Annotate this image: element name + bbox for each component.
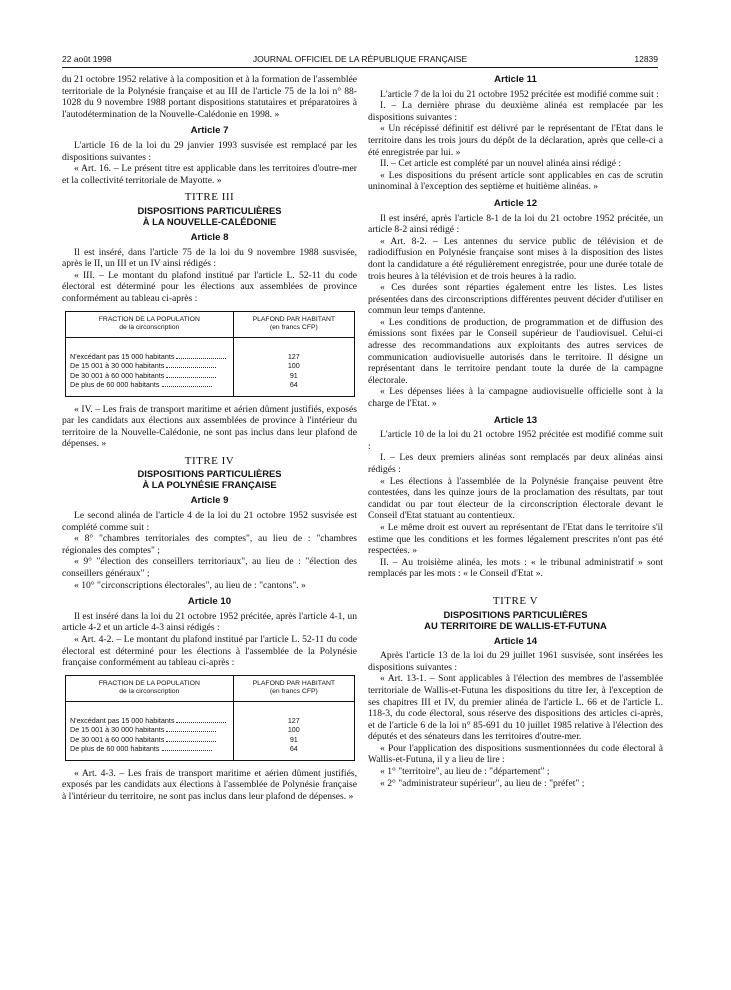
table-header-plafond (233, 311, 354, 337)
paragraph: « 9° "élection des conseillers territoriaux", au lieu de : "élection des conseillers généraux" ; (62, 556, 357, 580)
row-value: 64 (233, 744, 354, 760)
article-9-heading: Article 9 (190, 495, 229, 507)
page-header (62, 54, 658, 68)
article-14-heading: Article 14 (493, 635, 538, 647)
paragraph: L'article 16 de la loi du 29 janvier 1993 susvisée est remplacé par les dispositions suivantes : (62, 139, 357, 163)
paragraph: Il est inséré, après l'article 8-1 de la loi du 21 octobre 1952 précitée, un article 8-2 ainsi rédigé : (368, 212, 663, 236)
row-label: De 30 001 à 60 000 habitants (70, 370, 165, 380)
row-value: 64 (233, 380, 354, 396)
paragraph: « 2° "administrateur supérieur", au lieu de : "préfet" ; (380, 777, 585, 789)
row-label: De plus de 60 000 habitants (70, 744, 160, 754)
titre-3-subtitle (62, 205, 357, 227)
row-label: N'excédant pas 15 000 habitants (70, 351, 175, 361)
paragraph: « Art. 8-2. – Les antennes du service public de télévision et de radiodiffusion en Polynésie française sont mises à la disposition des listes dont la candidature a été régulièrement enregistrée, pour une durée totale de trois heures à la télévision et de trois heures à la radio. (368, 235, 663, 282)
row-value: 127 (233, 337, 354, 361)
row-label: N'excédant pas 15 000 habitants (70, 715, 175, 725)
header-subline: de la circonscription (119, 323, 180, 331)
row-label: De 15 001 à 30 000 habitants (70, 361, 165, 370)
header-date: 22 août 1998 (62, 54, 112, 64)
subtitle-line: AU TERRITOIRE DE WALLIS-ET-FUTUNA (424, 619, 607, 631)
paragraph: « Art. 16. – Le présent titre est applicable dans les territoires d'outre-mer et la collectivité territoriale de Mayotte. » (62, 163, 357, 186)
paragraph: « Les dispositions du présent article sont applicables en cas de scrutin uninominal à l'exception des septième et huitième alinéas. » (368, 169, 663, 193)
article-7-heading: Article 7 (190, 125, 229, 137)
paragraph: « Art. 4-2. – Le montant du plafond institué par l'article L. 52-11 du code électoral est déterminé pour les élections à l'assemblée de la Polynésie française conformément au tableau ci-après : (62, 634, 357, 669)
paragraph: « 8° "chambres territoriales des comptes", au lieu de : "chambres régionales des comptes" ; (62, 533, 357, 556)
titre-4-heading: TITRE IV (184, 454, 235, 467)
paragraph: « Art. 13-1. – Sont applicables à l'élection des membres de l'assemblée territoriale de Wallis-et-Futuna les dispositions du titre Ier, à l'exception de ses chapitres III et IV, du premier alinéa de l'article L. 66 et de l'article L. 118-3, du code électoral, sous réserve des dispositions des articles ci-après, et de l'article 6 de la loi n° 85-691 du 10 juillet 1985 relative à l'élection des députés et des sénateurs dans les territoires d'outre-mer. (368, 673, 663, 743)
table-row (66, 725, 355, 735)
paragraph: Le second alinéa de l'article 4 de la loi du 21 octobre 1952 susvisée est complété comme suit : (62, 510, 357, 533)
header-line: FRACTION DE LA POPULATION (98, 315, 200, 323)
paragraph: L'article 7 de la loi du 21 octobre 1952 précitée est modifié comme suit : (380, 88, 659, 100)
paragraph: II. – Cet article est complété par un nouvel alinéa ainsi rédigé : (380, 158, 622, 170)
paragraph: « 1° "territoire", au lieu de : "département" ; (380, 766, 550, 778)
header-line: PLAFOND PAR HABITANT (252, 679, 336, 687)
article-11-heading: Article 11 (494, 74, 537, 85)
titre-5-subtitle (368, 609, 663, 631)
subtitle-line: À LA POLYNÉSIE FRANÇAISE (142, 479, 277, 491)
paragraph: « IV. – Les frais de transport maritime et aérien dûment justifiés, exposés par les candidats aux élections aux assemblées de province à l'intérieur du territoire de la Nouvelle-Calédonie, ne sont pas inclus dans leur plafond de dépenses. » (62, 403, 357, 450)
paragraph: « Le même droit est ouvert au représentant de l'Etat dans le territoire s'il estime que les conditions et les formes légalement prescrites n'ont pas été respectées. » (368, 521, 663, 557)
table-row (66, 701, 355, 725)
paragraph: I. – La dernière phrase du deuxième alinéa est remplacée par les dispositions suivantes : (368, 100, 663, 123)
paragraph: « Les dépenses liées à la campagne audiovisuelle officielle sont à la charge de l'Etat. » (368, 386, 663, 410)
paragraph: du 21 octobre 1952 relative à la composition et à la formation de l'assemblée territoriale de la Polynésie française et au III de l'article 75 de la loi n° 88-1028 du 9 novembre 1988 portant dispositions statutaires et préparatoires à l'autodétermination de la Nouvelle-Calédonie en 1998. » (62, 74, 357, 120)
header-rule (62, 67, 658, 68)
table-row (66, 371, 355, 381)
row-value: 91 (233, 735, 354, 745)
left-column (62, 74, 357, 803)
header-subline: de la circonscription (119, 687, 180, 695)
article-13-heading: Article 13 (493, 414, 538, 426)
paragraph: L'article 10 de la loi du 21 octobre 1952 précitée est modifié comme suit : (368, 429, 663, 452)
header-journal-title: JOURNAL OFFICIEL DE LA RÉPUBLIQUE FRANÇAISE (252, 54, 468, 64)
table-header-plafond (233, 675, 354, 701)
row-value: 91 (233, 371, 354, 381)
row-value: 127 (233, 701, 354, 725)
paragraph: Il est inséré dans la loi du 21 octobre 1952 précitée, après l'article 4-1, un article 4-2 et un article 4-3 ainsi rédigés : (62, 610, 357, 634)
paragraph: « Les élections à l'assemblée de la Polynésie française peuvent être contestées, dans les quinze jours de la proclamation des résultats, par tout candidat ou par tout électeur de la circonscription électorale devant le Conseil d'Etat statuant au contentieux. (368, 475, 663, 522)
table-row (66, 735, 355, 745)
paragraph: « III. – Le montant du plafond institué par l'article L. 52-11 du code électoral est déterminé pour les élections aux assemblées de province conformément au tableau ci-après : (62, 269, 357, 304)
subtitle-line: DISPOSITIONS PARTICULIÈRES (137, 204, 282, 216)
article-8-heading: Article 8 (190, 231, 229, 243)
paragraph: « Ces durées sont réparties également entre les listes. Les listes présentées dans des circonscriptions différentes peuvent décider d'utiliser en commun leur temps d'antenne. (368, 282, 663, 317)
table-row (66, 337, 355, 361)
row-label: De 15 001 à 30 000 habitants (70, 725, 165, 735)
table-header-population (66, 675, 234, 701)
titre-5-heading: TITRE V (492, 594, 539, 607)
row-label: De 30 001 à 60 000 habitants (70, 734, 165, 744)
paragraph: « Pour l'application des dispositions susmentionnées du code électoral à Wallis-et-Futuna, il y a lieu de lire : (368, 742, 663, 766)
article-12-heading: Article 12 (493, 197, 538, 209)
paragraph: « Art. 4-3. – Les frais de transport maritime et aérien dûment justifiés, exposés par les candidats aux élections à l'assemblée de Polynésie française à l'intérieur du territoire, ne sont pas inclus dans leur plafond de dépenses. » (62, 767, 357, 802)
paragraph: Il est inséré, dans l'article 75 de la loi du 9 novembre 1988 susvisée, après le II, un III et un IV ainsi rédigés : (62, 246, 357, 270)
header-subline: (en francs CFP) (269, 323, 318, 331)
header-subline: (en francs CFP) (269, 687, 318, 695)
subtitle-line: À LA NOUVELLE-CALÉDONIE (142, 215, 277, 227)
table-row (66, 361, 355, 371)
titre-4-subtitle (62, 468, 357, 490)
paragraph: « Un récépissé définitif est délivré par le représentant de l'Etat dans le territoire dans les trois jours du dépôt de la déclaration, après que celle-ci a été enregistrée par lui. » (368, 123, 663, 158)
paragraph: « Les conditions de production, de programmation et de diffusion des émissions sont fixées par le Conseil supérieur de l'audiovisuel. Celui-ci adresse des recommandations aux exploitants des autres services de communication audiovisuelle autorisés dans le territoire. Il désigne un représentant dans le territoire pendant toute la durée de la campagne électorale. (368, 316, 663, 386)
plafond-table-polynesie (65, 675, 355, 761)
right-column (368, 74, 663, 789)
header-page-number: 12839 (634, 54, 658, 64)
plafond-table-nouvelle-caledonie (65, 311, 355, 397)
header-line: PLAFOND PAR HABITANT (252, 315, 336, 323)
row-value: 100 (233, 725, 354, 735)
paragraph: II. – Au troisième alinéa, les mots : « le tribunal administratif » sont remplacés par les mots : « le Conseil d'Etat ». (368, 556, 663, 580)
paragraph: Après l'article 13 de la loi du 29 juillet 1961 susvisée, sont insérées les dispositions suivantes : (368, 650, 663, 673)
titre-3-heading: TITRE III (184, 191, 235, 204)
subtitle-line: DISPOSITIONS PARTICULIÈRES (137, 468, 282, 480)
table-header-population (66, 311, 234, 337)
row-label: De plus de 60 000 habitants (70, 380, 160, 389)
article-10-heading: Article 10 (187, 596, 232, 608)
paragraph: I. – Les deux premiers alinéas sont remplacés par deux alinéas ainsi rédigés : (368, 452, 663, 475)
paragraph: « 10° "circonscriptions électorales", au lieu de : "cantons". » (74, 579, 306, 591)
table-row (66, 380, 355, 396)
subtitle-line: DISPOSITIONS PARTICULIÈRES (443, 608, 588, 620)
header-line: FRACTION DE LA POPULATION (98, 679, 200, 687)
table-row (66, 744, 355, 760)
row-value: 100 (233, 361, 354, 371)
